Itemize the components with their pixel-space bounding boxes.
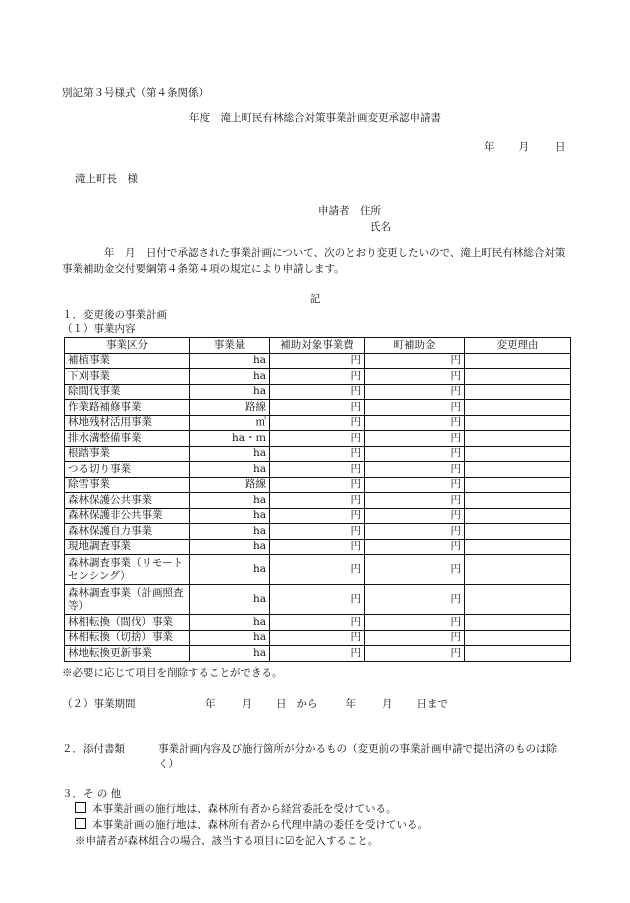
cell-reason	[465, 615, 571, 631]
cell-category: 根踏事業	[65, 446, 190, 462]
cell-subsidy: 円	[365, 415, 465, 431]
cell-cost: 円	[270, 493, 365, 509]
cell-cost: 円	[270, 462, 365, 478]
cell-category: 排水溝整備事業	[65, 431, 190, 447]
cell-cost: 円	[270, 555, 365, 585]
addressee: 滝上町長 様	[75, 173, 138, 185]
cell-cost: 円	[270, 646, 365, 662]
cell-subsidy: 円	[365, 477, 465, 493]
cell-quantity-unit: ha	[190, 630, 270, 646]
document-title: 年度 滝上町民有林総合対策事業計画変更承認申請書	[189, 112, 441, 124]
cell-cost: 円	[270, 384, 365, 400]
table-row	[65, 446, 571, 462]
cell-category: 除雪事業	[65, 477, 190, 493]
period-from: から	[296, 698, 318, 710]
cell-quantity-unit: ha	[190, 462, 270, 478]
checkbox-proxy[interactable]	[75, 818, 86, 829]
header-subsidy: 町補助金	[365, 338, 465, 354]
cell-subsidy: 円	[365, 353, 465, 369]
cell-category: 林相転換（切捨）事業	[65, 630, 190, 646]
cell-quantity-unit: ha	[190, 555, 270, 585]
date-day: 日	[555, 141, 566, 153]
cell-category: 森林保護自力事業	[65, 524, 190, 540]
applicant-name-label: 氏名	[370, 221, 391, 233]
cell-quantity-unit: ha	[190, 539, 270, 555]
cell-subsidy: 円	[365, 630, 465, 646]
header-cost: 補助対象事業費	[270, 338, 365, 354]
header-category: 事業区分	[65, 338, 190, 354]
cell-subsidy: 円	[365, 431, 465, 447]
section1-sub2: （２）事業期間	[62, 698, 136, 710]
cell-reason	[465, 462, 571, 478]
cell-subsidy: 円	[365, 524, 465, 540]
cell-quantity-unit: ha	[190, 369, 270, 385]
cell-quantity-unit: ㎥	[190, 415, 270, 431]
cell-subsidy: 円	[365, 646, 465, 662]
table-row	[65, 353, 571, 369]
cell-reason	[465, 508, 571, 524]
cell-reason	[465, 400, 571, 416]
cell-category: 林地残材活用事業	[65, 415, 190, 431]
table-row	[65, 415, 571, 431]
cell-cost: 円	[270, 585, 365, 615]
cell-cost: 円	[270, 353, 365, 369]
cell-reason	[465, 493, 571, 509]
period-day1: 日	[276, 698, 287, 710]
cell-reason	[465, 369, 571, 385]
cell-reason	[465, 431, 571, 447]
header-quantity: 事業量	[190, 338, 270, 354]
table-row	[65, 555, 571, 585]
table-row	[65, 539, 571, 555]
period-month1: 月	[241, 698, 252, 710]
cell-reason	[465, 646, 571, 662]
period-year1: 年	[205, 698, 216, 710]
cell-category: 森林調査事業（リモートセンシング）	[65, 555, 190, 585]
cell-category: 除間伐事業	[65, 384, 190, 400]
period-year2: 年	[345, 698, 356, 710]
table-row	[65, 646, 571, 662]
cell-cost: 円	[270, 415, 365, 431]
table-row	[65, 462, 571, 478]
cell-subsidy: 円	[365, 446, 465, 462]
date-month: 月	[518, 141, 529, 153]
cell-subsidy: 円	[365, 462, 465, 478]
cell-subsidy: 円	[365, 400, 465, 416]
cell-category: 森林保護公共事業	[65, 493, 190, 509]
cell-reason	[465, 524, 571, 540]
cell-category: 作業路補修事業	[65, 400, 190, 416]
table-row	[65, 400, 571, 416]
cell-quantity-unit: 路線	[190, 400, 270, 416]
section3-note: ※申請者が森林組合の場合、該当する項目に☑を記入すること。	[75, 835, 379, 847]
applicant-block	[318, 203, 391, 235]
section3-heading: ３．そ の 他	[62, 788, 122, 800]
table-row	[65, 630, 571, 646]
ki-heading: 記	[309, 293, 321, 305]
table-row	[65, 508, 571, 524]
cell-subsidy: 円	[365, 585, 465, 615]
cell-reason	[465, 477, 571, 493]
cell-subsidy: 円	[365, 493, 465, 509]
cell-cost: 円	[270, 400, 365, 416]
period-line	[205, 697, 448, 711]
cell-cost: 円	[270, 477, 365, 493]
cell-reason	[465, 415, 571, 431]
check-label-proxy: 本事業計画の施行地は、森林所有者から代理申請の委任を受けている。	[92, 819, 428, 831]
cell-quantity-unit: ha	[190, 524, 270, 540]
table-row	[65, 477, 571, 493]
cell-reason	[465, 555, 571, 585]
table-row	[65, 493, 571, 509]
cell-quantity-unit: 路線	[190, 477, 270, 493]
cell-subsidy: 円	[365, 369, 465, 385]
cell-cost: 円	[270, 539, 365, 555]
cell-cost: 円	[270, 615, 365, 631]
cell-reason	[465, 446, 571, 462]
cell-subsidy: 円	[365, 615, 465, 631]
cell-reason	[465, 539, 571, 555]
cell-category: 下刈事業	[65, 369, 190, 385]
header-reason: 変更理由	[465, 338, 571, 354]
plan-table	[64, 337, 571, 662]
cell-subsidy: 円	[365, 384, 465, 400]
cell-quantity-unit: ha	[190, 446, 270, 462]
checkbox-consignment[interactable]	[75, 802, 86, 813]
cell-category: 森林調査事業（計画照査等）	[65, 585, 190, 615]
cell-subsidy: 円	[365, 539, 465, 555]
cell-quantity-unit: ha	[190, 493, 270, 509]
check-item-consignment	[75, 802, 397, 816]
cell-cost: 円	[270, 630, 365, 646]
check-item-proxy	[75, 818, 428, 832]
section2-text: 事業計画内容及び施行箇所が分かるもの（変更前の事業計画申請で提出済のものは除く）	[158, 743, 557, 770]
table-row	[65, 615, 571, 631]
table-row	[65, 585, 571, 615]
cell-cost: 円	[270, 431, 365, 447]
cell-subsidy: 円	[365, 555, 465, 585]
cell-cost: 円	[270, 508, 365, 524]
cell-quantity-unit: ha	[190, 353, 270, 369]
cell-category: 森林保護非公共事業	[65, 508, 190, 524]
cell-quantity-unit: ha・ｍ	[190, 431, 270, 447]
period-month2: 月	[382, 698, 393, 710]
table-row	[65, 369, 571, 385]
period-day2: 日まで	[416, 698, 448, 710]
body-text-content: 年 月 日付で承認された事業計画について、次のとおり変更したいので、滝上町民有林総合対策事業補助金交付要綱第４条第４項の規定により申請します。	[62, 247, 566, 275]
cell-quantity-unit: ha	[190, 615, 270, 631]
date-year: 年	[484, 141, 495, 153]
table-row	[65, 524, 571, 540]
cell-category: つる切り事業	[65, 462, 190, 478]
cell-subsidy: 円	[365, 508, 465, 524]
table-row	[65, 384, 571, 400]
section1-sub1: （１）事業内容	[62, 323, 136, 335]
cell-cost: 円	[270, 369, 365, 385]
cell-quantity-unit: ha	[190, 384, 270, 400]
cell-quantity-unit: ha	[190, 646, 270, 662]
date-line	[484, 140, 566, 154]
cell-quantity-unit: ha	[190, 508, 270, 524]
table-row	[65, 431, 571, 447]
cell-reason	[465, 585, 571, 615]
cell-category: 補植事業	[65, 353, 190, 369]
form-number: 別記第３号様式（第４条関係）	[62, 87, 209, 99]
cell-cost: 円	[270, 524, 365, 540]
cell-category: 林地転換更新事業	[65, 646, 190, 662]
section2-label: ２．添付書類	[62, 743, 125, 755]
cell-reason	[465, 353, 571, 369]
table-header-row	[65, 338, 571, 354]
cell-category: 現地調査事業	[65, 539, 190, 555]
cell-quantity-unit: ha	[190, 585, 270, 615]
cell-cost: 円	[270, 446, 365, 462]
table-note: ※必要に応じて項目を削除することができる。	[62, 667, 283, 679]
section1-heading: １．変更後の事業計画	[62, 309, 167, 321]
check-label-consignment: 本事業計画の施行地は、森林所有者から経営委託を受けている。	[92, 803, 397, 815]
cell-reason	[465, 384, 571, 400]
cell-reason	[465, 630, 571, 646]
body-text	[62, 245, 572, 277]
applicant-address-label: 申請者 住所	[318, 205, 381, 217]
cell-category: 林相転換（間伐）事業	[65, 615, 190, 631]
